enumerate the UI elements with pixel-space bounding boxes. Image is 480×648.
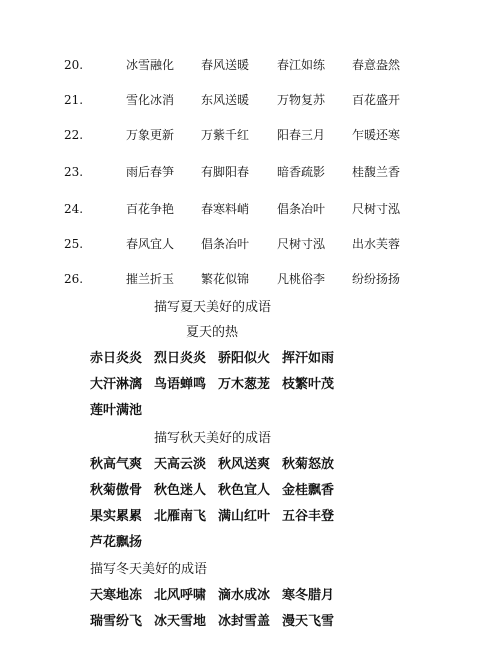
idiom: 繁花似锦	[201, 272, 250, 286]
idiom: 鸟语蝉鸣	[154, 377, 207, 392]
idiom: 北雁南飞	[154, 509, 207, 524]
row-number: 20.	[64, 58, 84, 72]
idiom: 挥汗如雨	[282, 351, 335, 366]
idiom: 赤日炎炎	[90, 351, 143, 366]
numbered-row-21	[0, 90, 480, 110]
idiom: 尺树寸泓	[352, 202, 401, 216]
idiom: 雨后春笋	[126, 165, 175, 179]
idiom: 满山红叶	[218, 509, 271, 524]
idiom: 凡桃俗李	[277, 272, 326, 286]
idiom: 雪化冰消	[126, 93, 175, 107]
idiom: 万紫千红	[201, 128, 250, 142]
idiom: 倡条冶叶	[201, 237, 250, 251]
idiom: 果实累累	[90, 509, 143, 524]
summer-subheading: 夏天的热	[186, 325, 239, 340]
winter-heading: 描写冬天美好的成语	[90, 562, 208, 577]
idiom: 春意盎然	[352, 58, 401, 72]
autumn-row-1	[90, 455, 346, 475]
row-number: 25.	[64, 237, 84, 251]
idiom: 漫天飞雪	[282, 614, 335, 629]
winter-row-2	[90, 612, 346, 632]
idiom: 万木葱茏	[218, 377, 271, 392]
idiom: 倡条冶叶	[277, 202, 326, 216]
idiom: 春风宜人	[126, 237, 175, 251]
row-number: 26.	[64, 272, 84, 286]
idiom: 秋色宜人	[218, 483, 271, 498]
numbered-row-26	[0, 269, 480, 289]
idiom: 东风送暖	[201, 93, 250, 107]
summer-row-2	[90, 375, 346, 395]
numbered-row-25	[0, 234, 480, 254]
idiom: 五谷丰登	[282, 509, 335, 524]
idiom: 天高云淡	[154, 457, 207, 472]
row-number: 23.	[64, 165, 84, 179]
idiom: 百花盛开	[352, 93, 401, 107]
autumn-heading: 描写秋天美好的成语	[154, 431, 272, 446]
summer-row-3	[90, 401, 154, 421]
idiom: 莲叶满池	[90, 403, 143, 418]
idiom: 秋色迷人	[154, 483, 207, 498]
numbered-row-22	[0, 125, 480, 145]
idiom: 芦花飘扬	[90, 535, 143, 550]
summer-heading: 描写夏天美好的成语	[154, 300, 272, 315]
numbered-row-20	[0, 55, 480, 75]
idiom: 秋菊怒放	[282, 457, 335, 472]
idiom: 金桂飘香	[282, 483, 335, 498]
idiom: 冰雪融化	[126, 58, 175, 72]
idiom: 尺树寸泓	[277, 237, 326, 251]
idiom: 桂馥兰香	[352, 165, 401, 179]
idiom: 烈日炎炎	[154, 351, 207, 366]
idiom: 秋高气爽	[90, 457, 143, 472]
numbered-row-23	[0, 162, 480, 182]
idiom: 瑞雪纷飞	[90, 614, 143, 629]
idiom: 春寒料峭	[201, 202, 250, 216]
autumn-row-3	[90, 507, 346, 527]
idiom: 枝繁叶茂	[282, 377, 335, 392]
idiom: 骄阳似火	[218, 351, 271, 366]
autumn-row-4	[90, 533, 154, 553]
idiom: 百花争艳	[126, 202, 175, 216]
winter-row-1	[90, 586, 346, 606]
idiom: 乍暖还寒	[352, 128, 401, 142]
idiom: 滴水成冰	[218, 588, 271, 603]
autumn-row-2	[90, 481, 346, 501]
idiom: 摧兰折玉	[126, 272, 175, 286]
idiom: 有脚阳春	[201, 165, 250, 179]
idiom: 秋菊傲骨	[90, 483, 143, 498]
summer-row-1	[90, 349, 346, 369]
idiom: 北风呼啸	[154, 588, 207, 603]
row-number: 22.	[64, 128, 84, 142]
idiom: 冰封雪盖	[218, 614, 271, 629]
idiom: 春江如练	[277, 58, 326, 72]
idiom: 出水芙蓉	[352, 237, 401, 251]
row-number: 24.	[64, 202, 84, 216]
idiom: 纷纷扬扬	[352, 272, 401, 286]
idiom: 秋风送爽	[218, 457, 271, 472]
idiom: 万物复苏	[277, 93, 326, 107]
idiom: 天寒地冻	[90, 588, 143, 603]
idiom: 阳春三月	[277, 128, 326, 142]
numbered-row-24	[0, 199, 480, 219]
row-number: 21.	[64, 93, 84, 107]
idiom: 冰天雪地	[154, 614, 207, 629]
idiom: 大汗淋漓	[90, 377, 143, 392]
idiom: 寒冬腊月	[282, 588, 335, 603]
idiom: 万象更新	[126, 128, 175, 142]
idiom: 春风送暖	[201, 58, 250, 72]
idiom: 暗香疏影	[277, 165, 326, 179]
